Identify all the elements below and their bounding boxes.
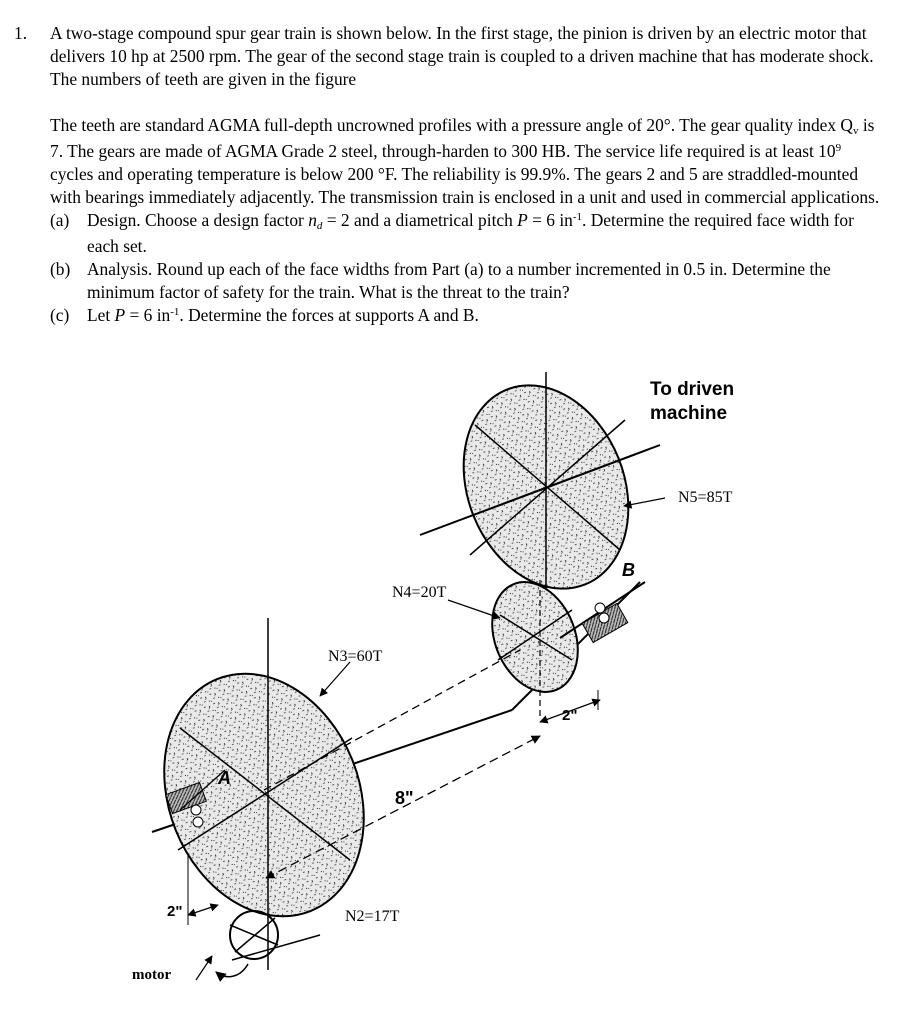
problem-specs xyxy=(50,114,884,209)
specs-text-3: cycles and operating temperature is below 200 °F. The reliability is 99.9%. The gears 2 and 5 are straddled-mounted with bearings immediately adjacently. The transmission train is enclosed in a unit and used in commercial applications. xyxy=(50,164,880,207)
part-a-math-n: n xyxy=(308,210,317,230)
n4-leader xyxy=(448,600,500,618)
dim-2-left-label: 2" xyxy=(167,903,183,920)
n5-label: N5=85T xyxy=(678,489,733,506)
pinion-2-diag-2 xyxy=(235,918,275,952)
part-b-label: (b) xyxy=(50,259,71,279)
part-c xyxy=(50,304,884,327)
specs-text-1: The teeth are standard AGMA full-depth uncrowned profiles with a pressure angle of 20°. The gear quality index Q xyxy=(50,115,853,135)
problem-number: 1. xyxy=(14,23,28,43)
part-a-math-sub: d xyxy=(316,220,323,232)
problem-intro: A two-stage compound spur gear train is shown below. In the first stage, the pinion is driven by an electric motor that delivers 10 hp at 2500 rpm. The gear of the second stage train is coupled to a driven machine that has moderate shock. The numbers of teeth are given in the figure xyxy=(50,23,874,89)
bearing-b-ball-2 xyxy=(599,613,609,623)
gear-4 xyxy=(477,569,594,720)
part-a-text-3: = 6 in xyxy=(527,210,573,230)
specs-superscript: 9 xyxy=(835,142,842,154)
driven-label-line-1: To driven xyxy=(650,379,735,400)
support-b-label: B xyxy=(622,560,635,580)
dim-8-label: 8" xyxy=(395,788,414,808)
part-b xyxy=(50,258,884,304)
part-c-text-1: Let xyxy=(87,305,115,325)
n3-leader xyxy=(320,662,350,696)
bearing-a-ball-1 xyxy=(191,805,201,815)
motor-leader xyxy=(196,956,212,980)
part-c-label: (c) xyxy=(50,305,70,325)
pinion-2-shaft xyxy=(232,935,320,960)
n4-label: N4=20T xyxy=(392,584,447,601)
n3-label: N3=60T xyxy=(328,648,383,665)
support-a-label: A xyxy=(218,768,231,788)
gear-train-drawing xyxy=(0,360,897,1024)
n5-leader xyxy=(624,498,665,506)
specs-subscript: v xyxy=(852,125,859,137)
part-a-label: (a) xyxy=(50,210,70,230)
dim-2-right-label: 2" xyxy=(562,707,578,724)
specs-text-2: is 7. The gears are made of AGMA Grade 2 steel, through-harden to 300 HB. The service life required is at least 10 xyxy=(50,115,875,161)
driven-machine-label xyxy=(650,378,734,426)
motor-label: motor xyxy=(132,967,172,983)
bearing-b-ball-1 xyxy=(595,603,605,613)
gear-train-figure xyxy=(0,360,897,1024)
part-a-sup: -1 xyxy=(572,211,583,223)
part-a-text-4: . Determine the required face width for each set. xyxy=(87,210,854,256)
problem-statement xyxy=(14,22,884,327)
part-a-math-p: P xyxy=(517,210,528,230)
part-c-text-2: = 6 in xyxy=(125,305,171,325)
part-a xyxy=(50,209,884,258)
bearing-a-ball-2 xyxy=(193,817,203,827)
driven-label-line-2: machine xyxy=(650,403,728,424)
dim-2-left-line xyxy=(188,905,218,915)
part-c-math-p: P xyxy=(114,305,126,325)
part-c-text-3: . Determine the forces at supports A and B. xyxy=(179,305,479,325)
n2-label: N2=17T xyxy=(345,908,400,925)
part-b-text: Analysis. Round up each of the face widths from Part (a) to a number incremented in 0.5 in. Determine the minimum factor of safety for the train. What is the threat to the train? xyxy=(87,259,831,302)
part-a-text-2: = 2 and a diametrical pitch xyxy=(322,210,518,230)
part-c-sup: -1 xyxy=(170,306,180,318)
problem-parts xyxy=(50,209,884,327)
part-a-text-1: Design. Choose a design factor xyxy=(87,210,309,230)
rotation-arrow xyxy=(216,964,248,977)
